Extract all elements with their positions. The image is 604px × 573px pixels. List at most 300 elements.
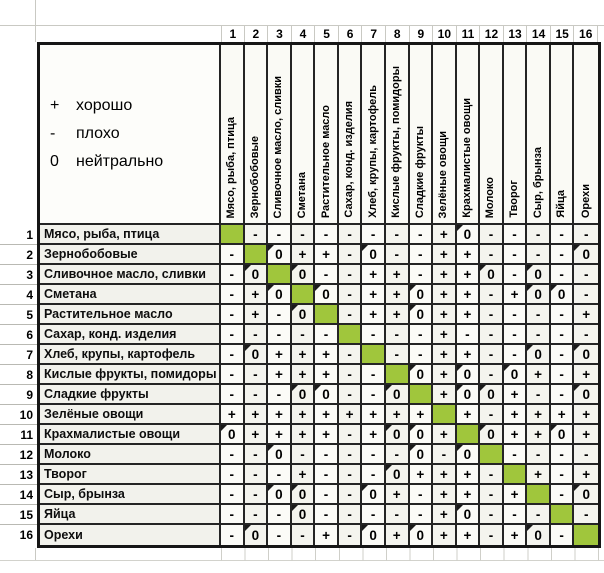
col-number: 13 <box>504 25 528 42</box>
matrix-cell: + <box>504 425 528 445</box>
matrix-cell: - <box>480 485 504 505</box>
row-label: Сыр, брынза <box>40 485 221 505</box>
matrix-cell: - <box>480 285 504 305</box>
col-number: 11 <box>457 25 481 42</box>
matrix-cell: + <box>245 425 269 445</box>
matrix-cell: - <box>574 225 598 245</box>
comment-corner-marker <box>480 385 486 391</box>
matrix-cell: + <box>457 285 481 305</box>
matrix-cell: 0 <box>410 445 434 465</box>
row-label: Зернобобовые <box>40 245 221 265</box>
matrix-cell: + <box>315 365 339 385</box>
matrix-cell: 0 <box>480 425 504 445</box>
matrix-cell: - <box>480 225 504 245</box>
matrix-cell: + <box>433 225 457 245</box>
matrix-cell: 0 <box>362 525 386 545</box>
matrix-cell: + <box>245 305 269 325</box>
col-number: 9 <box>410 25 434 42</box>
matrix-cell: - <box>339 525 363 545</box>
matrix-cell: - <box>245 225 269 245</box>
col-header-label: Молоко <box>484 176 497 218</box>
matrix-cell: - <box>362 505 386 525</box>
matrix-cell: - <box>268 325 292 345</box>
matrix-cell: 0 <box>574 345 598 365</box>
matrix-cell: + <box>386 405 410 425</box>
matrix-cell: - <box>527 505 551 525</box>
col-header-label: Зелёные овощи <box>437 130 450 218</box>
matrix-cell: - <box>527 225 551 245</box>
matrix-cell: 0 <box>292 305 316 325</box>
comment-corner-marker <box>574 345 580 351</box>
matrix-cell: - <box>362 385 386 405</box>
matrix-cell: - <box>410 225 434 245</box>
matrix-cell: - <box>339 265 363 285</box>
comment-corner-marker <box>245 345 251 351</box>
row-number: 8 <box>0 365 37 385</box>
matrix-cell: - <box>480 305 504 325</box>
matrix-cell: + <box>362 305 386 325</box>
col-header-label: Растительное масло <box>319 104 332 218</box>
matrix-cell: + <box>527 405 551 425</box>
comment-corner-marker <box>527 265 533 271</box>
comment-corner-marker <box>504 365 510 371</box>
diagonal-cell <box>339 325 363 345</box>
matrix-cell: - <box>221 245 245 265</box>
comment-corner-marker <box>268 485 274 491</box>
matrix-cell: - <box>386 445 410 465</box>
col-header <box>527 45 551 225</box>
diagonal-cell <box>268 265 292 285</box>
matrix-cell: - <box>480 465 504 485</box>
matrix-cell: + <box>292 405 316 425</box>
matrix-cell: + <box>527 365 551 385</box>
matrix-cell: - <box>574 325 598 345</box>
matrix-cell: - <box>386 505 410 525</box>
row-number: 16 <box>19 528 33 542</box>
col-header-label: Мясо, рыба, птица <box>225 116 238 218</box>
comment-corner-marker <box>574 485 580 491</box>
matrix-cell: - <box>221 525 245 545</box>
matrix-cell: - <box>221 305 245 325</box>
matrix-cell: 0 <box>386 385 410 405</box>
comment-corner-marker <box>292 265 298 271</box>
matrix-cell: - <box>315 265 339 285</box>
col-header-label: Сыр, брынза <box>531 146 544 218</box>
matrix-cell: - <box>410 485 434 505</box>
matrix-cell: + <box>433 465 457 485</box>
matrix-cell: + <box>527 465 551 485</box>
comment-corner-marker <box>292 385 298 391</box>
matrix-cell: - <box>527 445 551 465</box>
matrix-cell: - <box>315 465 339 485</box>
matrix-cell: - <box>339 365 363 385</box>
matrix-cell: 0 <box>221 425 245 445</box>
matrix-cell: + <box>457 245 481 265</box>
col-number: 1 <box>221 25 245 42</box>
matrix-cell: - <box>221 485 245 505</box>
comment-corner-marker <box>574 385 580 391</box>
matrix-cell: + <box>433 245 457 265</box>
matrix-cell: + <box>504 385 528 405</box>
legend-label-neutral: нейтрально <box>76 153 164 170</box>
matrix-cell: + <box>315 425 339 445</box>
matrix-cell: - <box>268 385 292 405</box>
comment-corner-marker <box>457 365 463 371</box>
matrix-cell: + <box>410 465 434 485</box>
matrix-cell: + <box>457 345 481 365</box>
row-number: 6 <box>0 325 37 345</box>
row-number: 11 <box>0 425 37 445</box>
matrix-cell: - <box>457 325 481 345</box>
matrix-cell: - <box>292 225 316 245</box>
row-number: 5 <box>0 305 37 325</box>
row-number: 1 <box>0 225 37 245</box>
comment-corner-marker <box>245 265 251 271</box>
col-number: 15 <box>551 25 575 42</box>
matrix-cell: - <box>504 445 528 465</box>
matrix-cell: + <box>433 265 457 285</box>
matrix-cell: - <box>245 365 269 385</box>
col-header <box>386 45 410 225</box>
diagonal-cell <box>527 485 551 505</box>
comment-corner-marker <box>315 385 321 391</box>
col-number: 2 <box>245 25 269 42</box>
row-number: 15 <box>0 505 37 525</box>
matrix-cell: - <box>551 325 575 345</box>
comment-corner-marker <box>551 285 557 291</box>
legend-item-bad <box>50 125 219 143</box>
comment-corner-marker <box>386 385 392 391</box>
matrix-cell: 0 <box>315 385 339 405</box>
matrix-cell: - <box>551 525 575 545</box>
matrix-cell: 0 <box>527 525 551 545</box>
matrix-cell: + <box>574 305 598 325</box>
matrix-cell: 0 <box>268 445 292 465</box>
col-header <box>221 45 245 225</box>
col-header <box>457 45 481 225</box>
diagonal-cell <box>386 365 410 385</box>
diagonal-cell <box>315 305 339 325</box>
matrix-cell: + <box>268 425 292 445</box>
col-header <box>339 45 363 225</box>
diagonal-cell <box>362 345 386 365</box>
col-header <box>245 45 269 225</box>
matrix-cell: - <box>339 445 363 465</box>
matrix-cell: - <box>315 445 339 465</box>
comment-corner-marker <box>457 225 463 231</box>
col-number: 10 <box>433 25 457 42</box>
diagonal-cell <box>410 385 434 405</box>
matrix-cell: - <box>410 505 434 525</box>
matrix-cell: - <box>245 505 269 525</box>
matrix-cell: + <box>574 465 598 485</box>
row-label: Зелёные овощи <box>40 405 221 425</box>
col-header-label: Хлеб, крупы, картофель <box>366 85 379 218</box>
matrix-cell: - <box>221 445 245 465</box>
matrix-cell: - <box>315 485 339 505</box>
matrix-cell: - <box>339 305 363 325</box>
matrix-cell: - <box>362 225 386 245</box>
diagonal-cell <box>574 525 598 545</box>
matrix-cell: - <box>339 505 363 525</box>
comment-corner-marker <box>410 445 416 451</box>
matrix-cell: 0 <box>527 285 551 305</box>
col-header <box>410 45 434 225</box>
legend-symbol-minus: - <box>50 125 56 142</box>
matrix-cell: + <box>433 485 457 505</box>
matrix-cell: - <box>292 325 316 345</box>
matrix-cell: - <box>339 245 363 265</box>
matrix-cell: - <box>268 225 292 245</box>
matrix-cell: - <box>386 345 410 365</box>
comment-corner-marker <box>410 365 416 371</box>
matrix-cell: - <box>221 505 245 525</box>
matrix-cell: + <box>268 405 292 425</box>
matrix-cell: - <box>315 225 339 245</box>
matrix-cell: - <box>315 505 339 525</box>
matrix-cell: + <box>292 425 316 445</box>
comment-corner-marker <box>527 285 533 291</box>
matrix-cell: - <box>315 325 339 345</box>
matrix-cell: + <box>433 365 457 385</box>
legend-item-good <box>50 97 219 115</box>
matrix-cell: 0 <box>480 385 504 405</box>
legend <box>40 45 221 225</box>
comment-corner-marker <box>292 305 298 311</box>
matrix-cell: 0 <box>574 485 598 505</box>
row-label: Сметана <box>40 285 221 305</box>
comment-corner-marker <box>457 385 463 391</box>
col-header <box>433 45 457 225</box>
matrix-cell: - <box>551 465 575 485</box>
row-label: Мясо, рыба, птица <box>40 225 221 245</box>
col-header-label: Сливочное масло, сливки <box>272 75 285 218</box>
matrix-cell: - <box>527 385 551 405</box>
matrix-cell: + <box>433 425 457 445</box>
comment-corner-marker <box>362 485 368 491</box>
col-number: 7 <box>362 25 386 42</box>
matrix-cell: 0 <box>410 365 434 385</box>
matrix-cell: - <box>504 325 528 345</box>
compatibility-matrix <box>37 42 601 548</box>
matrix-cell: + <box>362 405 386 425</box>
matrix-cell: 0 <box>457 365 481 385</box>
matrix-cell: + <box>457 525 481 545</box>
matrix-cell: - <box>410 345 434 365</box>
matrix-cell: + <box>221 405 245 425</box>
comment-corner-marker <box>410 305 416 311</box>
matrix-cell: + <box>292 345 316 365</box>
matrix-cell: - <box>480 525 504 545</box>
matrix-cell: - <box>551 225 575 245</box>
matrix-cell: 0 <box>292 505 316 525</box>
row-label: Хлеб, крупы, картофель <box>40 345 221 365</box>
matrix-cell: - <box>504 265 528 285</box>
matrix-cell: - <box>410 245 434 265</box>
col-number: 14 <box>527 25 551 42</box>
matrix-cell: 0 <box>410 305 434 325</box>
matrix-cell: + <box>386 305 410 325</box>
matrix-cell: - <box>410 325 434 345</box>
row-label: Яйца <box>40 505 221 525</box>
matrix-cell: - <box>245 325 269 345</box>
row-label: Кислые фрукты, помидоры <box>40 365 221 385</box>
col-header-label: Сладкие фрукты <box>413 125 426 218</box>
row-number: 10 <box>0 405 37 425</box>
matrix-cell: + <box>457 265 481 285</box>
matrix-cell: - <box>268 305 292 325</box>
col-header <box>551 45 575 225</box>
matrix-cell: - <box>574 505 598 525</box>
comment-corner-marker <box>480 265 486 271</box>
col-number: 5 <box>315 25 339 42</box>
diagonal-cell <box>480 445 504 465</box>
matrix-cell: 0 <box>457 505 481 525</box>
matrix-cell: + <box>410 405 434 425</box>
row-number: 2 <box>0 245 37 265</box>
row-numbers-gutter <box>0 225 37 545</box>
matrix-cell: + <box>386 285 410 305</box>
col-header <box>574 45 598 225</box>
spreadsheet-gridline <box>35 0 36 42</box>
matrix-cell: + <box>315 405 339 425</box>
comment-corner-marker <box>527 345 533 351</box>
col-number: 6 <box>339 25 363 42</box>
comment-corner-marker <box>480 425 486 431</box>
comment-corner-marker <box>386 465 392 471</box>
legend-label-bad: плохо <box>76 125 120 142</box>
col-header <box>268 45 292 225</box>
comment-corner-marker <box>527 525 533 531</box>
col-header <box>480 45 504 225</box>
matrix-cell: 0 <box>480 265 504 285</box>
matrix-cell: - <box>551 345 575 365</box>
matrix-cell: 0 <box>245 345 269 365</box>
matrix-cell: - <box>245 465 269 485</box>
matrix-cell: - <box>504 505 528 525</box>
row-number: 4 <box>0 285 37 305</box>
matrix-cell: 0 <box>245 525 269 545</box>
matrix-cell: - <box>339 385 363 405</box>
comment-corner-marker <box>268 285 274 291</box>
matrix-cell: 0 <box>574 245 598 265</box>
comment-corner-marker <box>457 445 463 451</box>
comment-corner-marker <box>457 505 463 511</box>
matrix-cell: - <box>480 505 504 525</box>
matrix-cell: - <box>339 485 363 505</box>
matrix-cell: - <box>574 265 598 285</box>
matrix-cell: - <box>527 305 551 325</box>
matrix-cell: + <box>315 245 339 265</box>
matrix-cell: + <box>292 245 316 265</box>
matrix-cell: 0 <box>386 425 410 445</box>
matrix-cell: - <box>339 465 363 485</box>
matrix-cell: 0 <box>551 285 575 305</box>
matrix-cell: 0 <box>527 265 551 285</box>
matrix-cell: + <box>433 285 457 305</box>
matrix-cell: - <box>386 245 410 265</box>
matrix-cell: - <box>386 325 410 345</box>
matrix-cell: - <box>551 445 575 465</box>
matrix-cell: + <box>574 425 598 445</box>
comment-corner-marker <box>410 285 416 291</box>
matrix-cell: + <box>386 525 410 545</box>
matrix-cell: 0 <box>268 285 292 305</box>
matrix-cell: 0 <box>527 345 551 365</box>
comment-corner-marker <box>268 245 274 251</box>
matrix-cell: - <box>480 245 504 265</box>
matrix-cell: - <box>410 265 434 285</box>
col-header <box>315 45 339 225</box>
comment-corner-marker <box>410 525 416 531</box>
row-label: Сливочное масло, сливки <box>40 265 221 285</box>
matrix-cell: - <box>551 265 575 285</box>
matrix-cell: + <box>268 365 292 385</box>
comment-corner-marker <box>386 425 392 431</box>
matrix-cell: 0 <box>457 225 481 245</box>
col-number: 4 <box>292 25 316 42</box>
column-numbers-row <box>221 25 598 42</box>
matrix-cell: + <box>362 425 386 445</box>
col-header-label: Орехи <box>579 183 592 218</box>
comment-corner-marker <box>362 525 368 531</box>
diagonal-cell <box>221 225 245 245</box>
col-header-label: Яйца <box>555 190 568 218</box>
matrix-cell: - <box>339 425 363 445</box>
matrix-cell: + <box>245 405 269 425</box>
matrix-cell: - <box>339 285 363 305</box>
matrix-cell: - <box>480 325 504 345</box>
matrix-cell: 0 <box>410 285 434 305</box>
matrix-cell: + <box>433 325 457 345</box>
matrix-cell: - <box>527 245 551 265</box>
col-header-label: Сахар, конд. изделия <box>343 101 356 218</box>
matrix-cell: - <box>245 485 269 505</box>
matrix-cell: + <box>457 405 481 425</box>
col-header-label: Кислые фрукты, помидоры <box>390 66 403 218</box>
matrix-cell: - <box>362 365 386 385</box>
matrix-cell: - <box>221 385 245 405</box>
row-label: Сахар, конд. изделия <box>40 325 221 345</box>
matrix-cell: - <box>574 285 598 305</box>
matrix-cell: + <box>315 525 339 545</box>
diagonal-cell <box>504 465 528 485</box>
matrix-cell: 0 <box>245 265 269 285</box>
comment-corner-marker <box>245 525 251 531</box>
col-header-label: Творог <box>508 180 521 218</box>
matrix-cell: + <box>362 265 386 285</box>
matrix-cell: - <box>362 325 386 345</box>
matrix-cell: 0 <box>457 385 481 405</box>
matrix-cell: - <box>480 345 504 365</box>
matrix-cell: + <box>386 485 410 505</box>
matrix-cell: - <box>268 525 292 545</box>
matrix-cell: - <box>386 225 410 245</box>
matrix-cell: - <box>362 445 386 465</box>
matrix-cell: 0 <box>574 385 598 405</box>
matrix-cell: 0 <box>504 365 528 385</box>
diagonal-cell <box>292 285 316 305</box>
diagonal-cell <box>245 245 269 265</box>
matrix-cell: - <box>504 245 528 265</box>
matrix-cell: + <box>433 525 457 545</box>
matrix-cell: - <box>292 525 316 545</box>
matrix-cell: - <box>221 465 245 485</box>
comment-corner-marker <box>315 285 321 291</box>
matrix-cell: - <box>433 445 457 465</box>
matrix-cell: - <box>551 485 575 505</box>
matrix-cell: - <box>339 345 363 365</box>
